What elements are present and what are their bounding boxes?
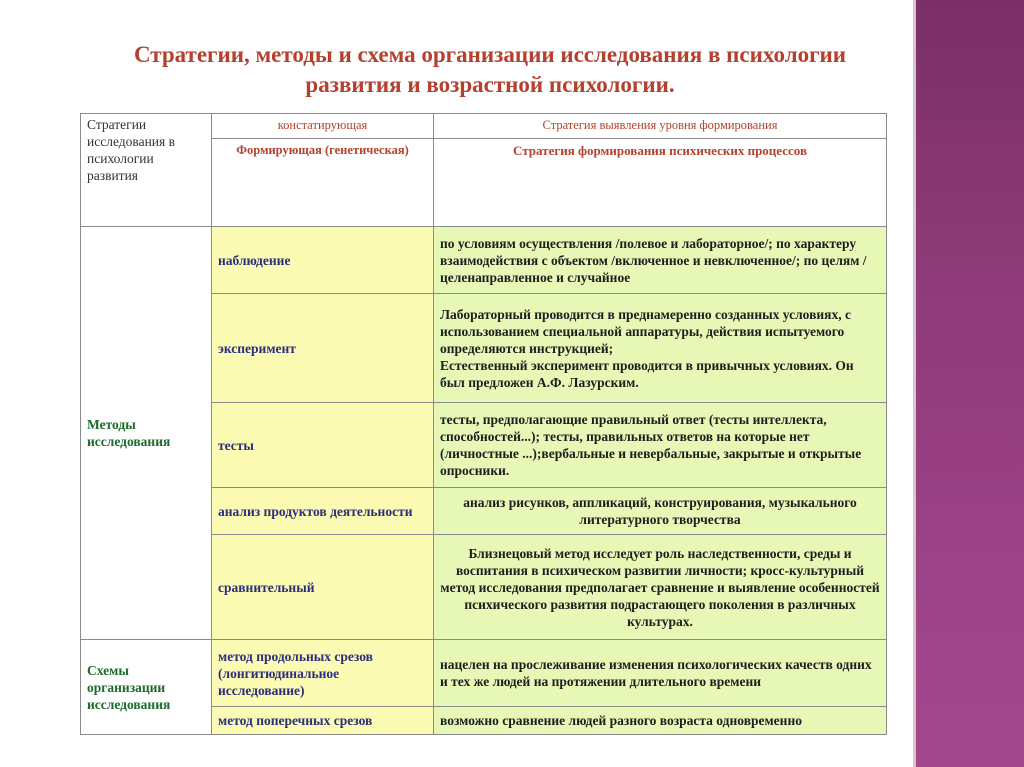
forming-desc: Стратегия формирования психических процессов (434, 138, 886, 159)
method-desc-part: Лабораторный проводится в преднамеренно созданных условиях, с использованием специальной аппаратуры, действия испытуемого определяются инструкцией; (440, 306, 851, 356)
decorative-sidebar (916, 0, 1024, 767)
scheme-desc: нацелен на прослеживание изменения психологических качеств одних и тех же людей на протяжении длительного времени (434, 640, 887, 707)
table-row (81, 227, 887, 294)
title-line-2: развития и возрастной психологии. (305, 72, 675, 97)
method-desc (434, 294, 887, 403)
method-name: тесты (212, 403, 434, 488)
schemes-label: Схемы организации исследования (81, 640, 212, 735)
scheme-name: метод поперечных срезов (212, 707, 434, 735)
method-desc: по условиям осуществления /полевое и лабораторное/; по характеру взаимодействия с объектом /включенное и невключенное/; по целям /целенаправленное и случайное (434, 227, 887, 294)
strategies-label: Стратегии исследования в психологии развития (81, 114, 212, 227)
scheme-name: метод продольных срезов (лонгитюдинальное исследование) (212, 640, 434, 707)
method-name: эксперимент (212, 294, 434, 403)
strategy-desc-cell (434, 114, 887, 227)
method-name: сравнительный (212, 535, 434, 640)
strategy-type-cell (212, 114, 434, 227)
scheme-desc: возможно сравнение людей разного возраста одновременно (434, 707, 887, 735)
method-desc: тесты, предполагающие правильный ответ (тесты интеллекта, способностей...); тесты, правильных ответов на которые нет (личностные ...);вербальные и невербальные, закрытые и открытые опросники. (434, 403, 887, 488)
table-row-strategies (81, 114, 887, 227)
method-desc: анализ рисунков, аппликаций, конструирования, музыкального литературного творчества (434, 488, 887, 535)
method-desc-part: Естественный эксперимент проводится в привычных условиях. Он был предложен А.Ф. Лазурским. (440, 357, 854, 390)
constating-desc: Стратегия выявления уровня формирования (542, 118, 778, 132)
research-table (80, 113, 887, 735)
method-desc: Близнецовый метод исследует роль наследственности, среды и воспитания в психическом развитии личности; кросс-культурный метод исследования предполагает сравнение и выявление особенностей психического развития подрастающего поколения в различных культурах. (434, 535, 887, 640)
constating-label: констатирующая (277, 118, 368, 132)
method-name: наблюдение (212, 227, 434, 294)
methods-label: Методы исследования (81, 227, 212, 640)
title-line-1: Стратегии, методы и схема организации исследования в психологии (133, 42, 847, 67)
forming-label: Формирующая (генетическая) (212, 138, 433, 159)
table-row (81, 640, 887, 707)
slide-title (70, 40, 910, 100)
method-name: анализ продуктов деятельности (212, 488, 434, 535)
